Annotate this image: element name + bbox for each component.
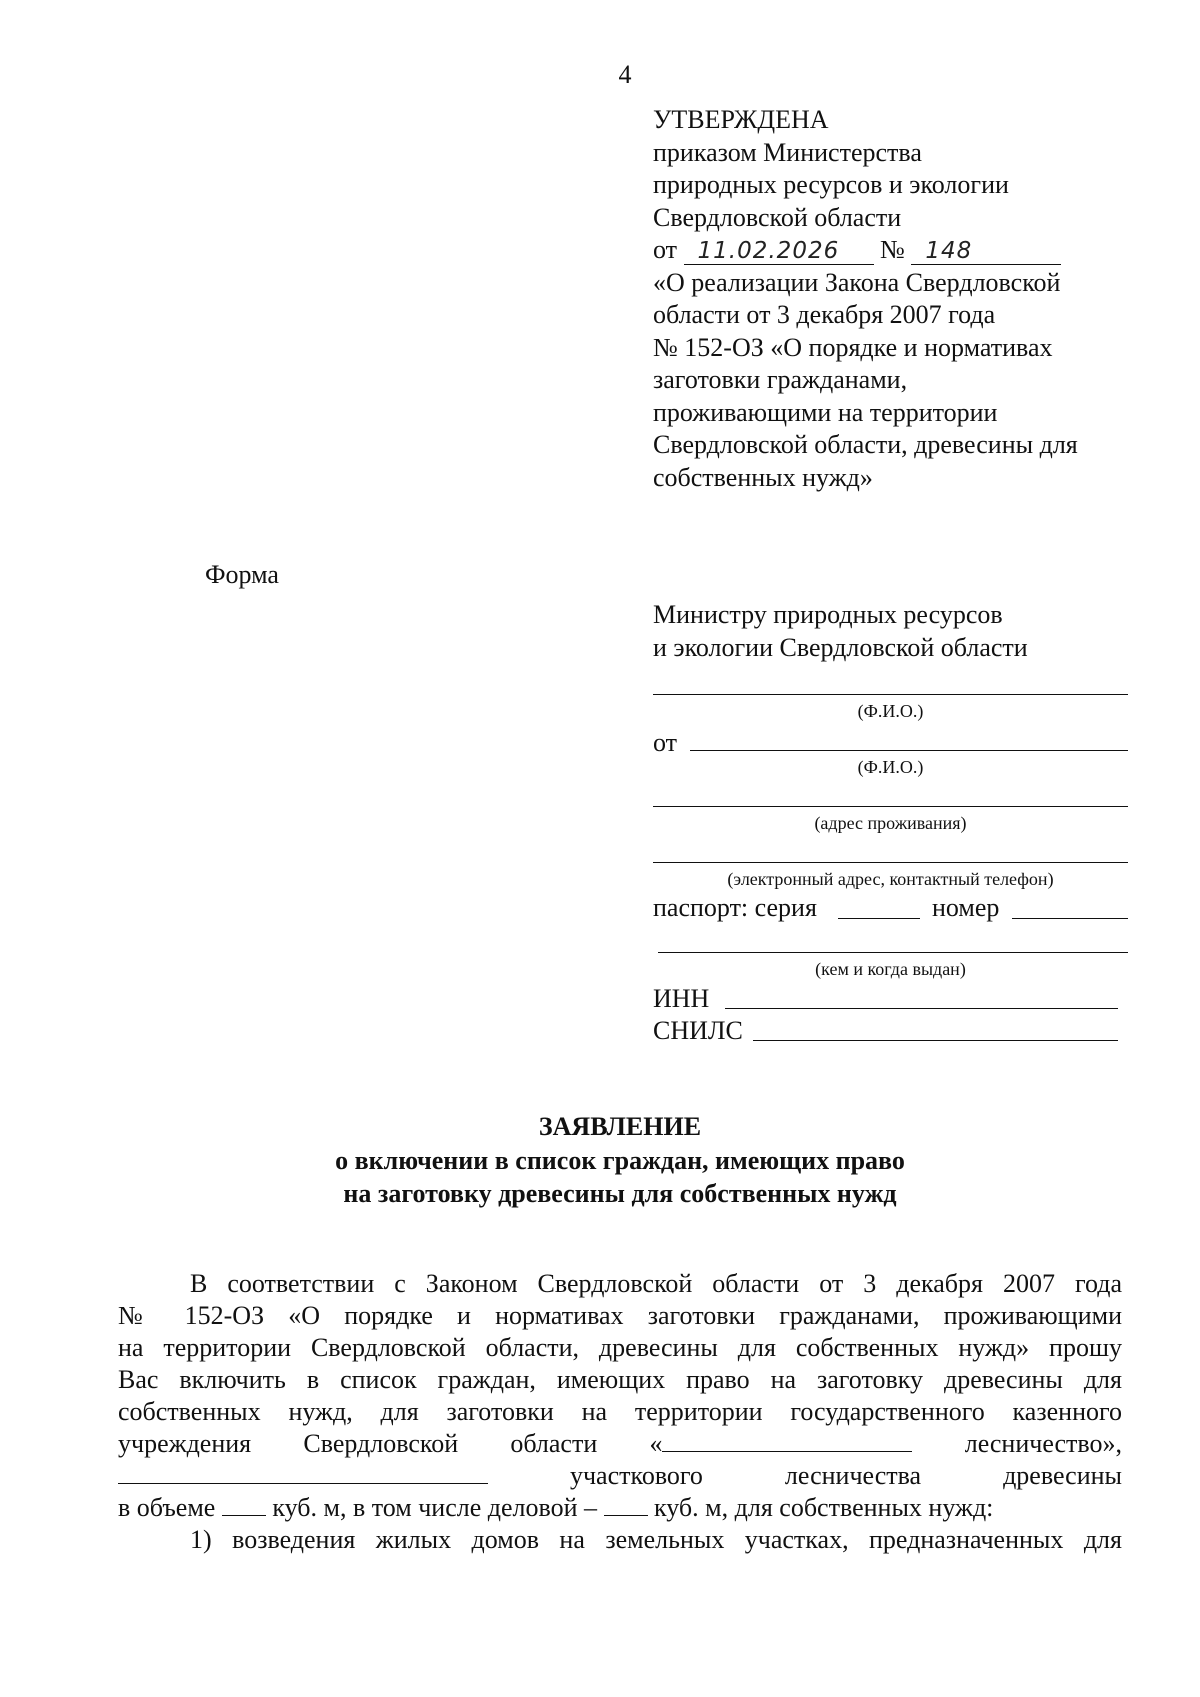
- fio-caption: (Ф.И.О.): [857, 757, 924, 777]
- statement-subtitle: о включении в список граждан, имеющих право: [335, 1146, 905, 1175]
- order-title-line: проживающими на территории: [653, 397, 998, 427]
- form-label: Форма: [205, 560, 279, 589]
- order-title-line: заготовки гражданами,: [653, 365, 908, 394]
- order-title-line: области от 3 декабря 2007 года: [653, 300, 996, 329]
- body-line: [118, 1428, 1122, 1460]
- approval-heading: УТВЕРЖДЕНА: [653, 105, 829, 134]
- body-text: учреждения Свердловской области «: [118, 1429, 663, 1458]
- contact-line[interactable]: [653, 862, 1128, 863]
- issued-line[interactable]: [658, 952, 1128, 953]
- approval-block: [653, 104, 1133, 494]
- approval-line: Свердловской области: [653, 202, 902, 232]
- approval-date-row: [653, 234, 1133, 267]
- body-line: 1) возведения жилых домов на земельных участках, предназначенных для: [190, 1525, 1122, 1554]
- statement-title: ЗАЯВЛЕНИЕ: [538, 1112, 702, 1141]
- inn-line[interactable]: [725, 1008, 1118, 1009]
- passport-number-label: номер: [932, 893, 1000, 922]
- approval-line: природных ресурсов и экологии: [653, 170, 1009, 199]
- date-prefix: от: [653, 235, 678, 264]
- snils-label: СНИЛС: [653, 1016, 743, 1045]
- snils-line[interactable]: [753, 1040, 1118, 1041]
- address-caption: (адрес проживания): [814, 813, 967, 833]
- number-prefix: №: [880, 235, 905, 264]
- fio-line-2[interactable]: [690, 750, 1128, 751]
- from-label: от: [653, 728, 678, 757]
- fio-caption: (Ф.И.О.): [857, 701, 924, 721]
- body-line: Вас включить в список граждан, имеющих право на заготовку древесины для: [118, 1365, 1122, 1394]
- inn-label: ИНН: [653, 984, 710, 1013]
- address-line[interactable]: [653, 806, 1128, 807]
- statement-subtitle: на заготовку древесины для собственных нужд: [343, 1179, 897, 1208]
- body-line: В соответствии с Законом Свердловской области от 3 декабря 2007 года: [190, 1269, 1122, 1298]
- handwritten-number: 148: [925, 238, 973, 264]
- body-line: [118, 1460, 1122, 1492]
- order-title-line: № 152-ОЗ «О порядке и нормативах: [653, 332, 1053, 362]
- body-text: древесины: [1003, 1461, 1122, 1490]
- body-text: куб. м, в том числе деловой –: [272, 1493, 598, 1522]
- order-title-line: собственных нужд»: [653, 462, 873, 492]
- passport-series-label: паспорт: серия: [653, 893, 817, 922]
- body-text: в объеме: [118, 1493, 216, 1522]
- body-line: [118, 1492, 1122, 1524]
- handwritten-date: 11.02.2026: [697, 238, 840, 264]
- volume-line[interactable]: [222, 1493, 266, 1516]
- forestry-name-line[interactable]: [662, 1429, 912, 1452]
- district-forestry-line[interactable]: [118, 1461, 488, 1484]
- page-number: 4: [618, 60, 632, 89]
- body-line: № 152-ОЗ «О порядке и нормативах заготовки гражданами, проживающими: [118, 1301, 1122, 1330]
- addressee-line: и экологии Свердловской области: [653, 632, 1028, 662]
- body-text: лесничество»,: [964, 1429, 1123, 1458]
- order-title-line: Свердловской области, древесины для: [653, 430, 1078, 459]
- body-text: куб. м, для собственных нужд:: [654, 1493, 994, 1522]
- contact-caption: (электронный адрес, контактный телефон): [727, 869, 1054, 889]
- body-text: лесничества: [784, 1461, 922, 1490]
- addressee-block: [653, 599, 1028, 664]
- date-field: [684, 237, 874, 265]
- number-field: [911, 237, 1061, 265]
- fio-line-1[interactable]: [653, 694, 1128, 695]
- body-line: собственных нужд, для заготовки на территории государственного казенного: [118, 1397, 1122, 1426]
- addressee-line: Министру природных ресурсов: [653, 600, 1003, 629]
- passport-number-line[interactable]: [1012, 918, 1128, 919]
- statement-body: [118, 1268, 1122, 1556]
- body-text: участкового: [569, 1461, 703, 1490]
- issued-caption: (кем и когда выдан): [815, 959, 966, 979]
- order-title-line: «О реализации Закона Свердловской: [653, 267, 1061, 297]
- commercial-volume-line[interactable]: [604, 1493, 648, 1516]
- approval-line: приказом Министерства: [653, 137, 922, 167]
- body-line: на территории Свердловской области, древесины для собственных нужд» прошу: [118, 1333, 1122, 1362]
- passport-series-line[interactable]: [838, 918, 920, 919]
